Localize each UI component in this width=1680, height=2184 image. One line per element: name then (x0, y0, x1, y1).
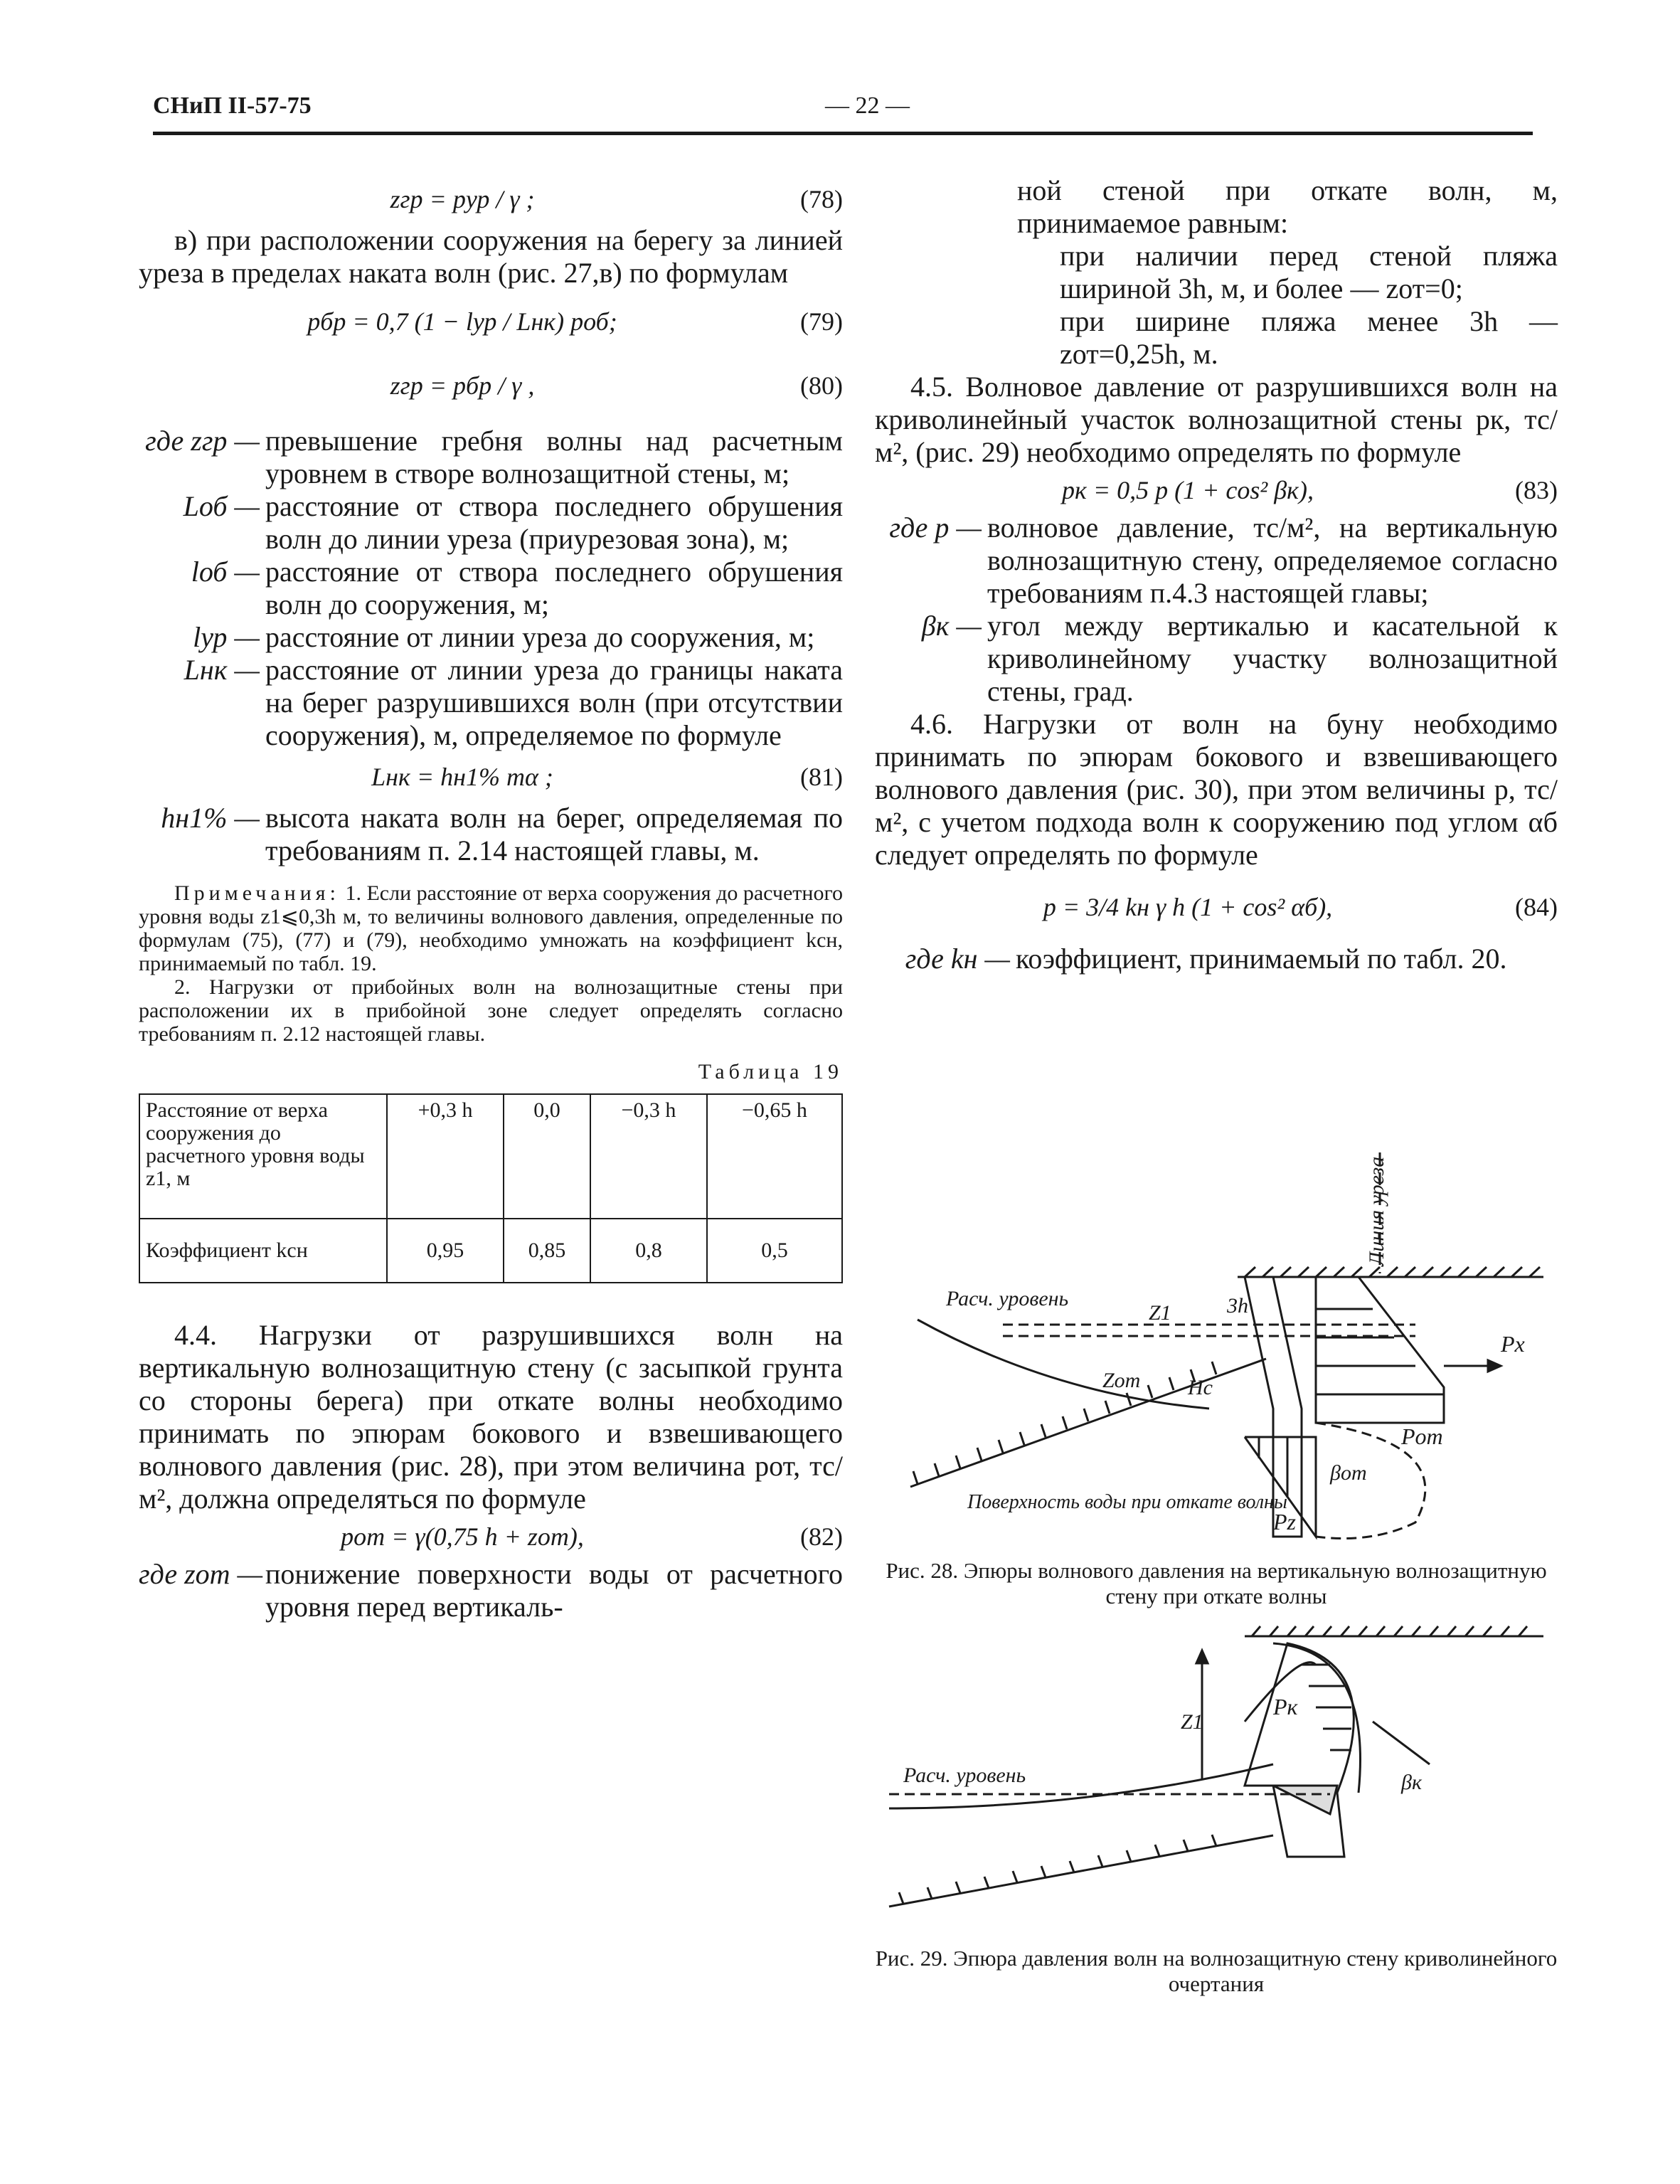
note-1: 1. Если расстояние от верха сооружения до расчетного уровня воды z1⩽0,3h м, то величины волнового давления, определенные по формулам (75), (77) и (79), необходимо умножать на коэффициент kсн, принимаемый по табл. 19. (139, 881, 844, 975)
table-19 (139, 1093, 843, 1283)
formula-83-expr: pк = 0,5 p (1 + cos² βк), (1062, 476, 1314, 504)
label-z1: Z1 (1149, 1301, 1171, 1325)
table-cell: −0,65 h (707, 1094, 842, 1219)
table-row (139, 1219, 842, 1283)
left-column (139, 174, 843, 1623)
formula-78-number: (78) (800, 185, 843, 213)
continuation-1: ной стеной при откате волн, м, принимаемое равным: (1017, 174, 1558, 239)
note-2: 2. Нагрузки от прибойных волн на волнозащитные стены при расположении их в прибойной зоне следует определять согласно требованиям п. 2.12 настоящей главы. (139, 975, 843, 1046)
definition-item: где p — волновое давление, тс/м², на вертикальную волнозащитную стену, определяемое согласно требованиям п.4.3 настоящей главы; (889, 511, 1558, 609)
table-cell: 0,0 (504, 1094, 590, 1219)
formula-84-number: (84) (1515, 893, 1558, 921)
label-z1: Z1 (1181, 1710, 1203, 1734)
label-surface: Поверхность воды при откате волны (967, 1491, 1287, 1513)
figure-29-diagram (875, 1622, 1558, 1921)
formula-79-expr: pбр = 0,7 (1 − lур / Lнк) pоб; (307, 307, 617, 336)
label-px: Px (1501, 1331, 1525, 1357)
right-column (875, 174, 1558, 975)
table-row (139, 1094, 842, 1219)
label-design-level: Расч. уровень (946, 1287, 1069, 1310)
definition-item: βк — угол между вертикалью и касательной к криволинейному участку волнозащитной стены, град. (921, 610, 1558, 707)
formula-82-expr: pот = γ(0,75 h + zот), (341, 1522, 584, 1551)
formula-81-expr: Lнк = hн1% mα ; (371, 763, 553, 791)
table-cell: 0,8 (590, 1219, 707, 1283)
formula-79-number: (79) (800, 307, 843, 336)
table-row-label: Расстояние от верха сооружения до расчетного уровня воды z1, м (139, 1094, 387, 1219)
figure-28-diagram (875, 1138, 1558, 1551)
definition-zot: где zот — понижение поверхности воды от расчетного уровня перед вертикаль- (139, 1558, 843, 1623)
definitions-list-right (875, 511, 1558, 708)
formula-82-number: (82) (800, 1522, 843, 1551)
formula-80-expr: zгр = pбр / γ , (390, 371, 535, 400)
table-cell: 0,95 (387, 1219, 504, 1283)
page-number: — 22 — (825, 92, 910, 119)
formula-78 (139, 174, 843, 224)
definition-kn: где kн — коэффициент, принимаемый по табл. 20. (905, 943, 1507, 975)
figure-28-caption: Рис. 28. Эпюры волнового давления на вертикальную волнозащитную стену при откате волны (886, 1558, 1547, 1608)
formula-83-number: (83) (1515, 476, 1558, 504)
table-cell: 0,5 (707, 1219, 842, 1283)
continuation-2: при наличии перед стеной пляжа шириной 3h, м, и более — zот=0; (1060, 240, 1558, 304)
formula-80-number: (80) (800, 371, 843, 400)
label-pot: Pот (1401, 1424, 1443, 1449)
formula-81-number: (81) (800, 763, 843, 791)
table-title: Таблица 19 (698, 1060, 843, 1083)
label-pk: Pк (1273, 1694, 1298, 1719)
formula-82 (139, 1515, 843, 1558)
definitions-list (139, 425, 843, 752)
label-bk: βк (1401, 1771, 1422, 1794)
continuation-3: при ширине пляжа менее 3h — zот=0,25h, м. (1060, 305, 1558, 370)
notes-title: Примечания: (174, 881, 340, 905)
table-cell: −0,3 h (590, 1094, 707, 1219)
formula-81 (139, 752, 843, 802)
definition-item: lоб — расстояние от створа последнего обрушения волн до сооружения, м; (191, 556, 843, 620)
section-4-6: 4.6. Нагрузки от волн на буну необходимо принимать по эпюрам бокового и взвешивающего волнового давления (рис. 30), при этом величины p, тс/м², с учетом подхода волн к сооружению под углом αб следует определять по формуле (875, 708, 1558, 871)
formula-80 (139, 354, 843, 418)
label-zot: Zот (1102, 1369, 1141, 1392)
document-code: СНиП II-57-75 (153, 92, 312, 119)
item-v-text: в) при расположении сооружения на берегу за линией уреза в пределах наката волн (рис. 27,в) по формулам (139, 224, 843, 289)
definition-item: где zгр — превышение гребня волны над расчетным уровнем в створе волнозащитной стены, м; (145, 425, 843, 489)
definition-item: Lнк — расстояние от линии уреза до границы наката на берег разрушившихся волн (при отсутствии сооружения), м, определяемое по формуле (184, 654, 843, 751)
notes-block (139, 881, 843, 1046)
formula-79 (139, 290, 843, 354)
label-bot: βот (1330, 1461, 1367, 1485)
definition-h: hн1% — высота наката волн на берег, определяемая по требованиям п. 2.14 настоящей главы, м. (161, 802, 843, 866)
definition-item: lур — расстояние от линии уреза до сооружения, м; (193, 621, 815, 653)
label-shore-line: Линия уреза (1365, 1156, 1388, 1266)
formula-83 (875, 469, 1558, 511)
formula-84-expr: p = 3/4 kн γ h (1 + cos² αб), (1043, 893, 1333, 921)
figure-29-caption: Рис. 29. Эпюра давления волн на волнозащитную стену криволинейного очертания (875, 1946, 1558, 1996)
formula-78-expr: zгр = pур / γ ; (390, 185, 535, 213)
table-row-label: Коэффициент kсн (139, 1219, 387, 1283)
label-design-level: Расч. уровень (903, 1764, 1026, 1787)
section-4-4: 4.4. Нагрузки от разрушившихся волн на вертикальную волнозащитную стену (с засыпкой грунта со стороны берега) при откате волны необходимо принимать по эпюрам бокового и взвешивающего волнового давления (рис. 28), при этом величина pот, тс/м², должна определяться по формуле (139, 1319, 843, 1515)
table-cell: 0,85 (504, 1219, 590, 1283)
label-pz: Pz (1273, 1509, 1296, 1534)
section-4-5: 4.5. Волновое давление от разрушившихся волн на криволинейный участок волнозащитной стены pк, тс/м², (рис. 29) необходимо определять по формуле (875, 371, 1558, 468)
label-hc: Hс (1188, 1376, 1213, 1399)
table-cell: +0,3 h (387, 1094, 504, 1219)
label-3h: 3h (1227, 1294, 1248, 1318)
header-rule (153, 132, 1533, 135)
formula-84 (875, 871, 1558, 943)
definition-item: Lоб — расстояние от створа последнего обрушения волн до линии уреза (приурезовая зона), м; (183, 490, 843, 555)
